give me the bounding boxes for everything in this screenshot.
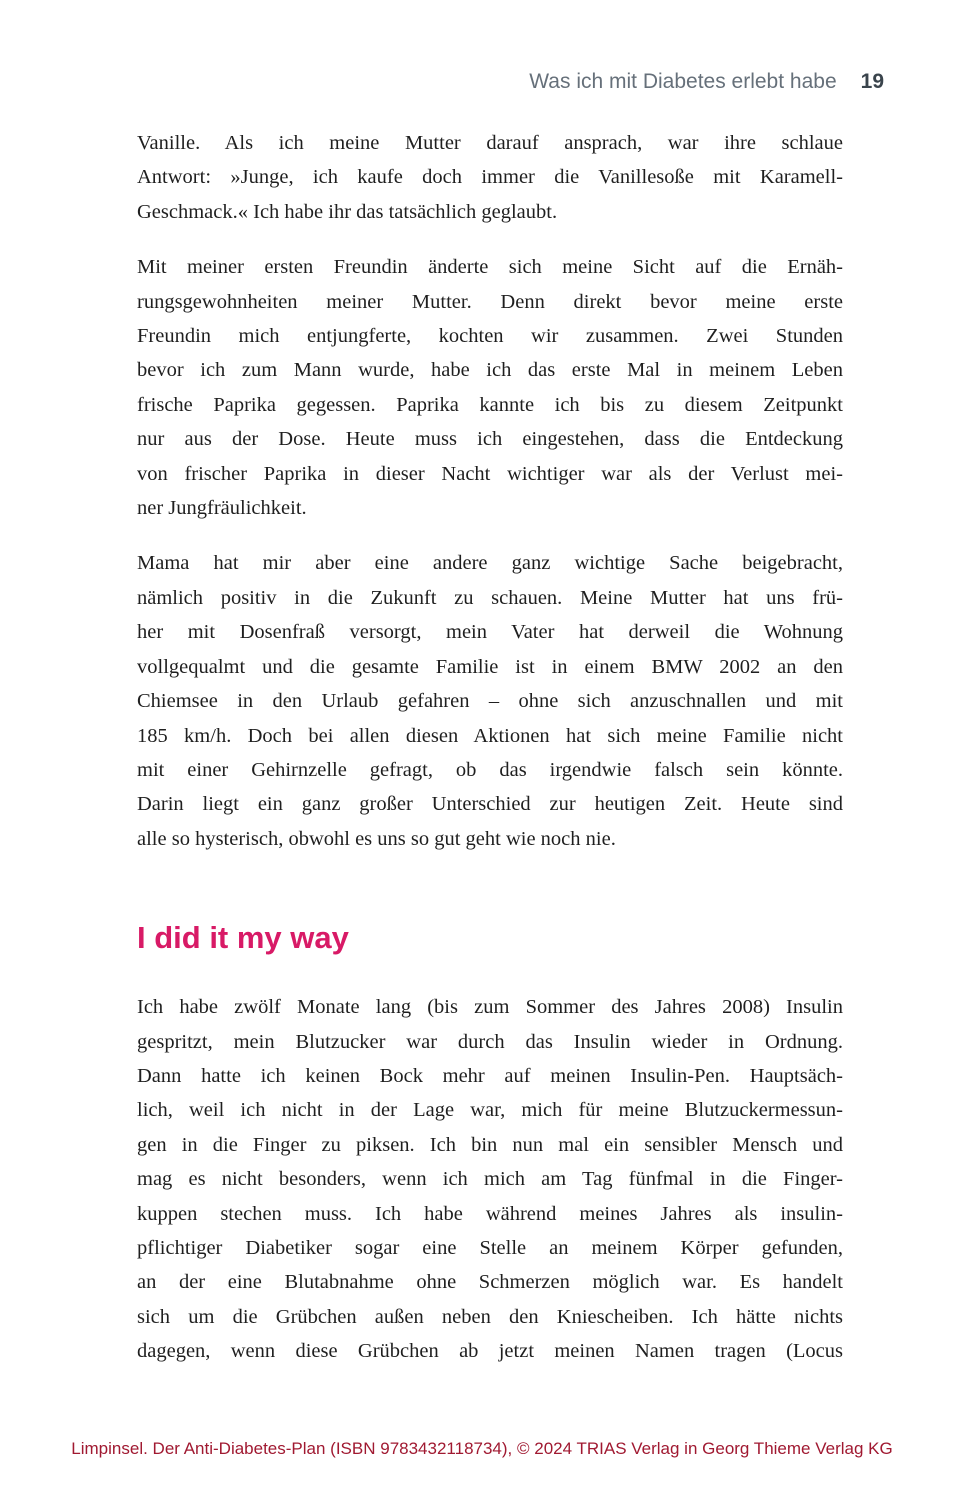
- text-line: nämlich positiv in die Zukunft zu schauen. Meine Mutter hat uns frü-: [137, 586, 843, 609]
- text-line: Chiemsee in den Urlaub gefahren – ohne sich anzuschnallen und mit: [137, 690, 843, 713]
- page-number: 19: [860, 70, 884, 93]
- text-line: her mit Dosenfraß versorgt, mein Vater hat derweil die Wohnung: [137, 621, 843, 644]
- paragraph-erste-freundin: [137, 250, 843, 525]
- text-line: an der eine Blutabnahme ohne Schmerzen möglich war. Es handelt: [137, 1271, 843, 1294]
- text-line: sich um die Grübchen außen neben den Kniescheiben. Ich hätte nichts: [137, 1305, 843, 1328]
- text-line: Ich habe zwölf Monate lang (bis zum Sommer des Jahres 2008) Insulin: [137, 996, 843, 1019]
- text-line: Freundin mich entjungferte, kochten wir zusammen. Zwei Stunden: [137, 325, 843, 348]
- text-line: frische Paprika gegessen. Paprika kannte ich bis zu diesem Zeitpunkt: [137, 393, 843, 416]
- text-line: Antwort: »Junge, ich kaufe doch immer die Vanillesoße mit Karamell-: [137, 166, 843, 189]
- text-line: dagegen, wenn diese Grübchen ab jetzt meinen Namen tragen (Locus: [137, 1340, 843, 1363]
- text-line: gen in die Finger zu piksen. Ich bin nun mal ein sensibler Mensch und: [137, 1133, 843, 1156]
- text-line: Vanille. Als ich meine Mutter darauf ansprach, war ihre schlaue: [137, 132, 843, 154]
- text-line: vollgequalmt und die gesamte Familie ist in einem BMW 2002 an den: [137, 655, 843, 678]
- text-line: mag es nicht besonders, wenn ich mich am Tag fünfmal in die Finger-: [137, 1168, 843, 1191]
- text-line: Mama hat mir aber eine andere ganz wichtige Sache beigebracht,: [137, 552, 843, 575]
- paragraph-mama: [137, 546, 843, 856]
- text-line: lich, weil ich nicht in der Lage war, mich für meine Blutzuckermessun-: [137, 1099, 843, 1122]
- text-line: gespritzt, mein Blutzucker war durch das Insulin wieder in Ordnung.: [137, 1030, 843, 1053]
- text-line: Darin liegt ein ganz großer Unterschied zur heutigen Zeit. Heute sind: [137, 793, 843, 816]
- text-line: nur aus der Dose. Heute muss ich eingestehen, dass die Entdeckung: [137, 428, 843, 451]
- page-footer-imprint: Limpinsel. Der Anti-Diabetes-Plan (ISBN 9783432118734), © 2024 TRIAS Verlag in Georg Thieme Verlag KG: [71, 1439, 893, 1458]
- section-heading: I did it my way: [137, 920, 349, 956]
- text-line: bevor ich zum Mann wurde, habe ich das erste Mal in meinem Leben: [137, 359, 843, 382]
- text-line: Dann hatte ich keinen Bock mehr auf meinen Insulin-Pen. Hauptsäch-: [137, 1064, 843, 1087]
- text-line: ner Jungfräulichkeit.: [137, 497, 307, 520]
- text-line: rungsgewohnheiten meiner Mutter. Denn direkt bevor meine erste: [137, 290, 843, 313]
- text-line: kuppen stechen muss. Ich habe während meines Jahres als insulin-: [137, 1202, 843, 1225]
- paragraph-vanille: [137, 126, 843, 229]
- text-line: von frischer Paprika in dieser Nacht wichtiger war als der Verlust mei-: [137, 462, 843, 485]
- page-content: [137, 126, 843, 1390]
- text-line: Geschmack.« Ich habe ihr das tatsächlich geglaubt.: [137, 200, 558, 223]
- paragraph-insulin: [137, 990, 843, 1368]
- text-line: pflichtiger Diabetiker sogar eine Stelle an meinem Körper gefunden,: [137, 1236, 843, 1259]
- text-line: Mit meiner ersten Freundin änderte sich meine Sicht auf die Ernäh-: [137, 256, 843, 279]
- running-title: Was ich mit Diabetes erlebt habe: [529, 70, 837, 93]
- text-line: 185 km/h. Doch bei allen diesen Aktionen hat sich meine Familie nicht: [137, 724, 843, 747]
- text-line: mit einer Gehirnzelle gefragt, ob das irgendwie falsch sein könnte.: [137, 758, 843, 781]
- text-line: alle so hysterisch, obwohl es uns so gut geht wie noch nie.: [137, 827, 616, 850]
- page-header: [137, 70, 884, 94]
